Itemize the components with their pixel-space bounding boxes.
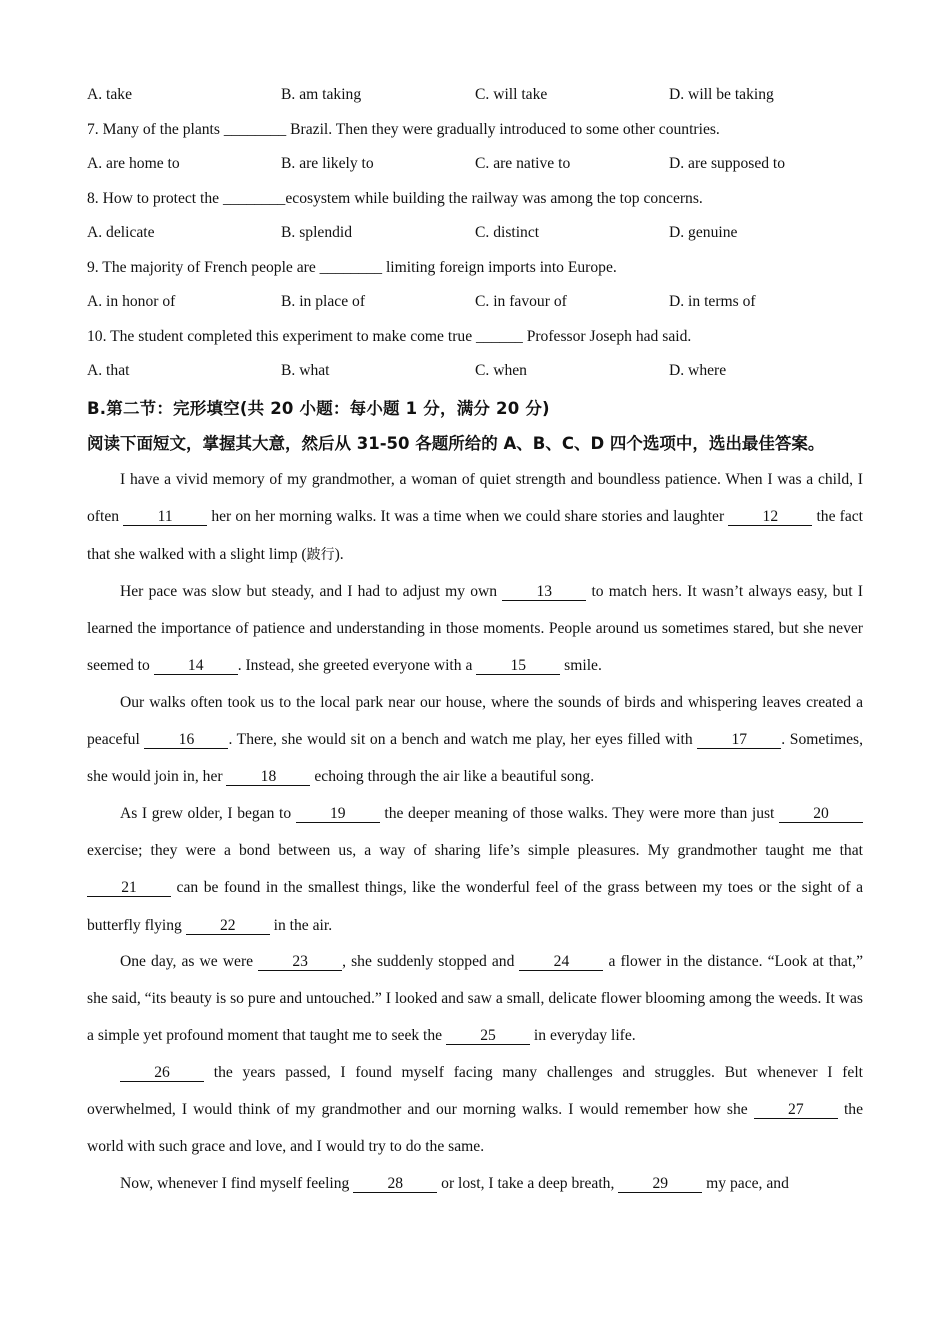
passage-text: smile. bbox=[560, 657, 602, 675]
passage-text: exercise; they were a bond between us, a way of sharing life’s simple pleasures. My grandmother taught me that bbox=[87, 841, 863, 859]
passage-text: the fact that she walked with a slight limp ( bbox=[87, 508, 864, 563]
section-b-title: B.第二节：完形填空(共 20 小题：每小题 1 分，满分 20 分) bbox=[87, 398, 550, 418]
passage-text: in the air. bbox=[269, 916, 333, 934]
section-b-instruction: 阅读下面短文，掌握其大意，然后从 31-50 各题所给的 A、B、C、D 四个选项中，选出最佳答案。 bbox=[87, 433, 825, 453]
passage-text: Now, whenever I find myself feeling bbox=[120, 1174, 354, 1192]
passage-paragraph-3 bbox=[87, 684, 863, 796]
q8-option-d[interactable]: D. genuine bbox=[669, 224, 738, 242]
blank-28[interactable]: 28 bbox=[353, 1175, 437, 1193]
blank-22[interactable]: 22 bbox=[186, 917, 270, 935]
blank-15[interactable]: 15 bbox=[476, 657, 560, 675]
q9-options bbox=[87, 285, 863, 320]
q8-option-c[interactable]: C. distinct bbox=[475, 224, 540, 242]
passage-text: . Sometimes, she would join in, her bbox=[87, 731, 864, 786]
blank-14[interactable]: 14 bbox=[154, 657, 238, 675]
q7-option-a[interactable]: A. are home to bbox=[87, 155, 180, 173]
q8-stem: 8. How to protect the ________ecosystem while building the railway was among the top concerns. bbox=[87, 189, 703, 207]
q9-option-c[interactable]: C. in favour of bbox=[475, 293, 567, 311]
blank-24[interactable]: 24 bbox=[519, 953, 603, 971]
q10-stem: 10. The student completed this experiment to make come true ______ Professor Joseph had said. bbox=[87, 327, 692, 345]
q8-option-b[interactable]: B. splendid bbox=[281, 224, 353, 242]
q7-stem: 7. Many of the plants ________ Brazil. Then they were gradually introduced to some other countries. bbox=[87, 120, 720, 138]
blank-13[interactable]: 13 bbox=[502, 583, 586, 601]
passage-text: can be found in the smallest things, like the wonderful feel of the grass between my toes or the sight of a butterfly flying bbox=[87, 879, 863, 934]
passage-text: One day, as we were bbox=[120, 952, 259, 970]
blank-23[interactable]: 23 bbox=[258, 953, 342, 971]
passage-paragraph-6 bbox=[87, 1054, 863, 1166]
q7-option-b[interactable]: B. are likely to bbox=[281, 155, 374, 173]
blank-17[interactable]: 17 bbox=[697, 731, 781, 749]
blank-21[interactable]: 21 bbox=[87, 879, 171, 897]
passage-text: , she suddenly stopped and bbox=[342, 952, 520, 970]
passage-text: . There, she would sit on a bench and watch me play, her eyes filled with bbox=[228, 731, 698, 749]
q10-option-a[interactable]: A. that bbox=[87, 362, 130, 380]
passage-paragraph-7 bbox=[87, 1165, 863, 1202]
page-content bbox=[87, 78, 863, 1202]
passage-text: in everyday life. bbox=[530, 1027, 636, 1045]
passage-paragraph-2 bbox=[87, 573, 863, 685]
q10-option-b[interactable]: B. what bbox=[281, 362, 330, 380]
blank-27[interactable]: 27 bbox=[754, 1101, 838, 1119]
q9-stem: 9. The majority of French people are ________ limiting foreign imports into Europe. bbox=[87, 258, 617, 276]
passage-text: Our walks often took us to the local park near our house, where the sounds of birds and whispering leaves created a peaceful bbox=[87, 693, 863, 749]
passage-gloss: 跛行 bbox=[306, 546, 335, 563]
passage-paragraph-5 bbox=[87, 943, 863, 1055]
passage-text: the deeper meaning of those walks. They were more than just bbox=[379, 804, 779, 822]
passage-paragraph-1 bbox=[87, 461, 863, 574]
passage-text: Her pace was slow but steady, and I had to adjust my own bbox=[120, 582, 503, 600]
q9-option-b[interactable]: B. in place of bbox=[281, 293, 366, 311]
passage-text: or lost, I take a deep breath, bbox=[437, 1174, 619, 1192]
passage-text: the world with such grace and love, and I would try to do the same. bbox=[87, 1101, 863, 1156]
blank-26[interactable]: 26 bbox=[120, 1064, 204, 1082]
blank-16[interactable]: 16 bbox=[144, 731, 228, 749]
passage-text: ). bbox=[334, 545, 344, 563]
q6-option-c[interactable]: C. will take bbox=[475, 86, 548, 104]
q10-options bbox=[87, 354, 863, 389]
passage-text: to match hers. It wasn’t always easy, but I learned the importance of patience and understanding in those moments. People around us sometimes stared, but she never seemed to bbox=[87, 582, 863, 675]
blank-29[interactable]: 29 bbox=[618, 1175, 702, 1193]
blank-12[interactable]: 12 bbox=[728, 508, 812, 526]
blank-20[interactable]: 20 bbox=[779, 805, 863, 823]
passage-text: her on her morning walks. It was a time when we could share stories and laughter bbox=[207, 508, 729, 526]
passage-text: . Instead, she greeted everyone with a bbox=[237, 657, 477, 675]
q10-option-c[interactable]: C. when bbox=[475, 362, 527, 380]
q9-option-d[interactable]: D. in terms of bbox=[669, 293, 756, 311]
passage-text: my pace, and bbox=[702, 1174, 789, 1192]
q10-option-d[interactable]: D. where bbox=[669, 362, 727, 380]
passage-text: echoing through the air like a beautiful song. bbox=[310, 768, 595, 786]
q6-options bbox=[87, 78, 863, 113]
q7-option-d[interactable]: D. are supposed to bbox=[669, 155, 786, 173]
passage-text: the years passed, I found myself facing many challenges and struggles. But whenever I felt overwhelmed, I would think of my grandmother and our morning walks. I would remember how she bbox=[87, 1063, 863, 1119]
q6-option-b[interactable]: B. am taking bbox=[281, 86, 362, 104]
q9-option-a[interactable]: A. in honor of bbox=[87, 293, 176, 311]
passage-text: I have a vivid memory of my grandmother, a woman of quiet strength and boundless patience. When I was a child, I often bbox=[87, 471, 863, 526]
blank-11[interactable]: 11 bbox=[123, 508, 207, 526]
q8-options bbox=[87, 216, 863, 251]
q6-option-a[interactable]: A. take bbox=[87, 86, 133, 104]
q7-option-c[interactable]: C. are native to bbox=[475, 155, 571, 173]
blank-25[interactable]: 25 bbox=[446, 1027, 530, 1045]
blank-18[interactable]: 18 bbox=[226, 768, 310, 786]
passage-text: As I grew older, I began to bbox=[120, 804, 296, 822]
q7-options bbox=[87, 147, 863, 182]
blank-19[interactable]: 19 bbox=[296, 805, 380, 823]
q8-option-a[interactable]: A. delicate bbox=[87, 224, 155, 242]
q6-option-d[interactable]: D. will be taking bbox=[669, 86, 774, 104]
passage-paragraph-4 bbox=[87, 795, 863, 944]
passage-text: a flower in the distance. “Look at that,” she said, “its beauty is so pure and untouched.” I looked and saw a small, delicate flower blooming among the weeds. It was a simple yet profound moment that taught me to seek the bbox=[87, 952, 863, 1045]
